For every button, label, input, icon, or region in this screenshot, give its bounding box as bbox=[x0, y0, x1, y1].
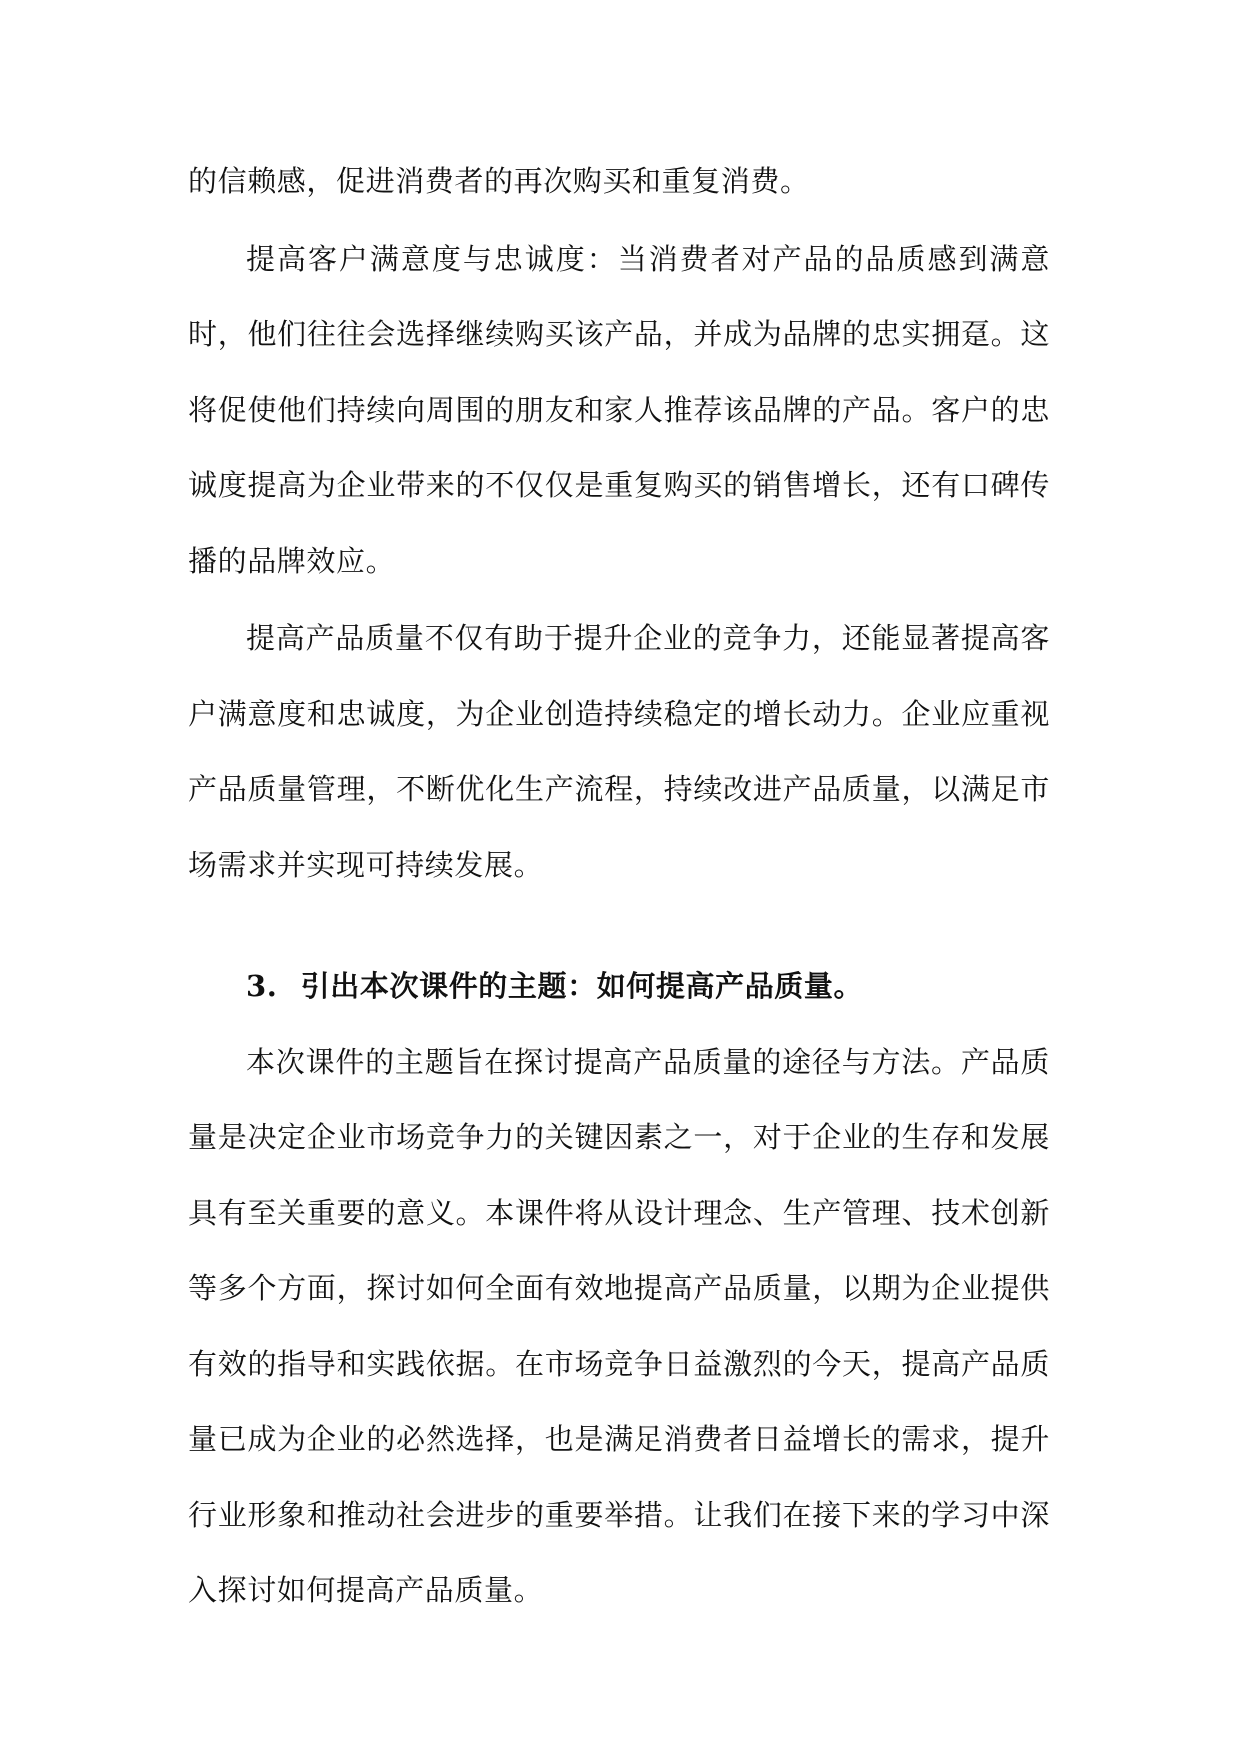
section-title: 引出本次课件的主题：如何提高产品质量。 bbox=[300, 969, 864, 1003]
section-spacer bbox=[188, 903, 1050, 949]
section-number: 3. bbox=[246, 969, 278, 1003]
paragraph-course-theme: 本次课件的主题旨在探讨提高产品质量的途径与方法。产品质量是决定企业市场竞争力的关键因素之一，对于企业的生存和发展具有至关重要的意义。本课件将从设计理念、生产管理、技术创新等多个方面，探讨如何全面有效地提高产品质量，以期为企业提供有效的指导和实践依据。在市场竞争日益激烈的今天，提高产品质量已成为企业的必然选择，也是满足消费者日益增长的需求，提升行业形象和推动社会进步的重要举措。让我们在接下来的学习中深入探讨如何提高产品质量。 bbox=[188, 1044, 1050, 1607]
paragraph-quality-summary: 提高产品质量不仅有助于提升企业的竞争力，还能显著提高客户满意度和忠诚度，为企业创造持续稳定的增长动力。企业应重视产品质量管理，不断优化生产流程，持续改进产品质量，以满足市场需求并实现可持续发展。 bbox=[188, 621, 1050, 882]
paragraph-continuation: 的信赖感，促进消费者的再次购买和重复消费。 bbox=[188, 164, 810, 198]
document-body bbox=[188, 144, 1050, 1629]
section-heading bbox=[188, 949, 1050, 1025]
paragraph-satisfaction-loyalty: 提高客户满意度与忠诚度：当消费者对产品的品质感到满意时，他们往往会选择继续购买该产品，并成为品牌的忠实拥趸。这将促使他们持续向周围的朋友和家人推荐该品牌的产品。客户的忠诚度提高为企业带来的不仅仅是重复购买的销售增长，还有口碑传播的品牌效应。 bbox=[188, 241, 1050, 578]
